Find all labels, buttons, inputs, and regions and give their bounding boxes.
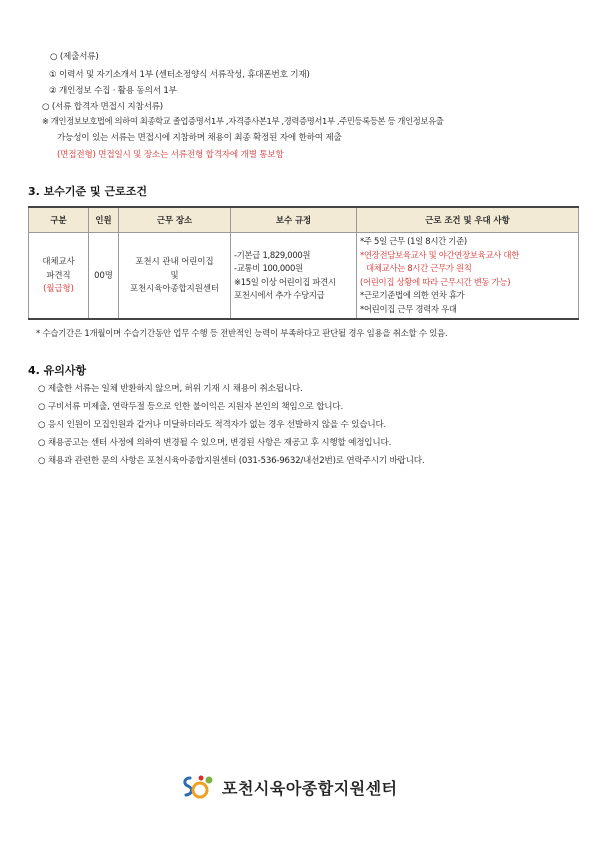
notice-item: ○ 구비서류 미제출, 연락두절 등으로 인한 불이익은 지원자 본인의 책임으로 합니다. [38, 402, 344, 412]
condition-line: *어린이집 근무 경력자 우대 [360, 303, 457, 314]
notice-item: ○ 채용과 관련한 문의 사항은 포천시육아종합지원센터 (031-536-9632/내선2번)로 연락주시기 바랍니다. [38, 456, 425, 466]
submission-item-2: ② 개인정보 수집 · 활용 동의서 1부 [49, 86, 177, 96]
category-pay-type: (월급형) [43, 283, 74, 294]
table-row [29, 233, 579, 320]
notice-item: ○ 제출한 서류는 일체 반환하지 않으며, 허위 기재 시 채용이 취소됩니다. [38, 384, 303, 394]
table-header-row [29, 207, 579, 233]
cell-pay [231, 233, 357, 320]
cell-category [29, 233, 89, 320]
cell-conditions [357, 233, 579, 320]
place-line: 포천시육아종합지원센터 [130, 283, 219, 294]
header-count: 인원 [89, 207, 119, 233]
header-conditions: 근로 조건 및 우대 사항 [357, 207, 579, 233]
place-line: 포천시 관내 어린이집 [135, 256, 214, 267]
probation-footnote: * 수습기간은 1개월이며 수습기간동안 업무 수행 등 전반적인 능력이 부족하다고 판단될 경우 임용을 취소할 수 있음. [36, 328, 448, 338]
condition-line-red: (어린이집 상황에 따라 근무시간 변동 가능) [360, 276, 511, 287]
cell-place [119, 233, 231, 320]
pay-line: 포천시에서 추가 수당지급 [234, 290, 325, 300]
section-3-title: 3. 보수기준 및 근로조건 [28, 185, 147, 198]
category-line: 파견직 [46, 269, 71, 280]
header-category: 구분 [29, 207, 89, 233]
notice-item: ○ 응시 인원이 모집인원과 같거나 미달하더라도 적격자가 없는 경우 선발하지 않을 수 있습니다. [38, 420, 387, 430]
cell-count: 00명 [89, 233, 119, 320]
privacy-note-cont: 가능성이 있는 서류는 면접시에 지참하며 채용이 최종 확정된 자에 한하여 제출 [57, 133, 342, 143]
submission-item-1: ① 이력서 및 자기소개서 1부 (센터소정양식 서류작성, 휴대폰번호 기재) [49, 70, 310, 80]
category-line: 대체교사 [42, 256, 75, 267]
condition-line: *주 5일 근무 (1일 8시간 기준) [360, 236, 467, 246]
pay-line: ※15일 이상 어린이집 파견시 [234, 276, 336, 287]
privacy-note: ※ 개인정보보호법에 의하여 최종학교 졸업증명서1부 ,자격증사본1부 ,경력증명서1부 ,주민등록등본 등 개인정보유출 [42, 116, 444, 126]
footer-org-name: 포천시육아종합지원센터 [222, 778, 398, 798]
header-place: 근무 장소 [119, 207, 231, 233]
submission-heading: ○ (제출서류) [50, 52, 99, 62]
interview-notice: (면접전형) 면접일시 및 장소는 서류전형 합격자에 개별 통보함 [57, 150, 284, 160]
condition-line-red: 대체교사는 8시간 근무가 원칙 [366, 263, 472, 273]
pay-line: -기본급 1,829,000원 [234, 249, 311, 260]
footer-logo [180, 774, 398, 800]
conditions-table [28, 206, 579, 320]
place-line: 및 [170, 269, 179, 280]
condition-line: *근로기준법에 의한 연차 휴가 [360, 290, 465, 300]
pay-line: -교통비 100,000원 [234, 263, 303, 273]
header-pay: 보수 규정 [231, 207, 357, 233]
center-logo-icon [180, 774, 216, 800]
condition-line-red: *연장전담보육교사 및 야간연장보육교사 대한 [360, 249, 519, 260]
interview-docs-heading: ○ (서류 합격자 면접시 지참서류) [42, 102, 163, 112]
section-4-title: 4. 유의사항 [28, 364, 87, 377]
notice-item: ○ 채용공고는 센터 사정에 의하여 변경될 수 있으며, 변경된 사항은 재공고 후 시행할 예정입니다. [38, 438, 392, 448]
